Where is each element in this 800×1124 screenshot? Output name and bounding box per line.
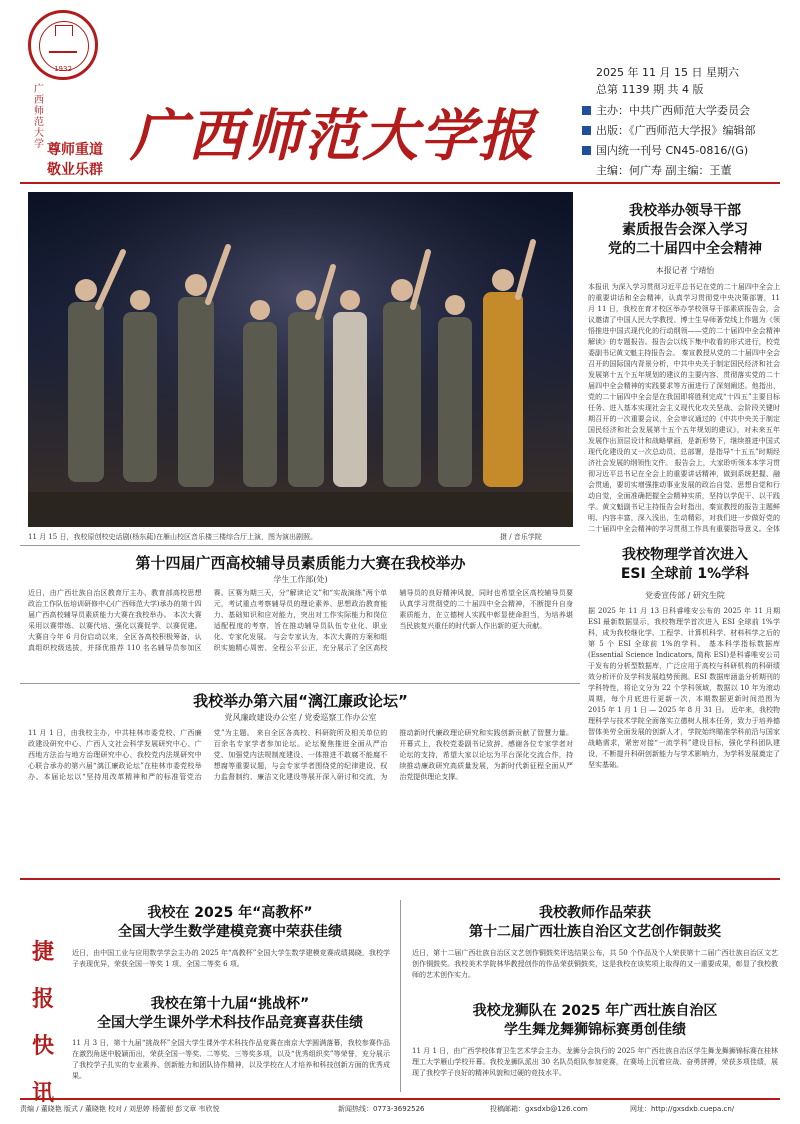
divider [20,683,580,684]
article-headline: 我校龙狮队在 2025 年广西壮族自治区 学生舞龙舞狮锦标赛勇创佳绩 [472,1003,718,1038]
newspaper-title: 广西师范大学报 [130,103,536,169]
article-body: 11 月 1 日，由我校主办，中共桂林市委党校、广西廉政建设研究中心、广西人文社会科学发展研究中心、广西地方法治与地方治理研究中心、我校党内法规研究中心联合承办的第六届“漓江廉政论坛”在桂林市委党校举办。本届论坛以“坚持用改革精神和严的标准管党治党”为主题。 来自全区各高校、科研院所及相关单位的百余名专家学者参加论坛。论坛聚焦推进全面从严治党、加强党内法规制度建设、一体推进不敢腐不能腐不想腐等重要议题，与会专家学者围绕党的纪律建设、权力监督制约、廉洁文化建设等展开深入研讨和交流，为推动新时代廉政理论研究和实践创新贡献了智慧力量。 开幕式上，我校党委副书记致辞，感谢各位专家学者对论坛的支持，希望大家以论坛为平台深化交流合作，持续推动廉政研究高质量发展，为新时代新征程全面从严治党提供理论支撑。 [28,729,573,781]
square-bullet-icon [582,146,591,155]
article-byline: 党风廉政建设办公室 / 党委巡察工作办公室 [224,713,377,722]
issue-number: 总第 1139 期 共 4 版 [596,83,704,96]
footer-url: 网址：http://gxsdxb.cuepa.cn/ [630,1105,735,1113]
section-rule [20,878,780,880]
article-body: 近日，第十二届广西壮族自治区文艺创作铜鼓奖评选结果公布，共 50 个作品及个人荣获第十二届广西壮族自治区文艺创作铜鼓奖。我校美术学院林华教授创作的作品荣获铜鼓奖，这是我校在该奖项上取得的又一重要成果，彰显了我校教师的艺术创作实力。 [412,949,778,979]
article-headline: 我校举办第六届“漓江廉政论坛” [193,692,408,710]
page-footer [20,1098,780,1118]
seal-year: 1932 [54,65,72,73]
article-byline: 本报记者 宁靖怡 [655,266,715,275]
article-body: 近日，由广西壮族自治区教育厅主办、教育部高校思想政治工作队伍培训研修中心(广西师范大学)承办的第十四届广西高校辅导员素质能力大赛在我校举办。 本次大赛采用以赛带练、以赛代培、强化以赛促学、以赛促建。大赛自今年 6 月份启动以来，全区各高校积极筹备，认真组织校级选拔，并择优推荐 110 名名辅导员参加区赛。区赛为期三天，分“解读论文”和“实战演练”两个单元，考试重点考察辅导员的理论素养、思想政治教育能力、基础知识和应对能力，突出对工作实际能力和岗位适配程度的考察，旨在推动辅导员队伍专业化、职业化、专家化发展。 与会专家认为，本次大赛的方案和组织实施精心周密、全程公平公正，充分展示了全区高校辅导员的良好精神风貌，同时也希望全区高校辅导员要认真学习贯彻党的二十届四中全会精神，不断提升自身素质能力，在立德树人实践中彰显使命担当，为培养堪当民族复兴重任的时代新人作出新的更大贡献。 [28,589,573,652]
editors-row: 主编：何广寿 副主编：王董 [596,164,732,177]
footer-phone: 新闻热线：0773-3692526 [338,1105,425,1113]
publisher-row: 出版：《广西师范大学报》编辑部 [582,122,756,138]
footer-email: 投稿邮箱：gxsdxb@126.com [490,1105,588,1113]
flash-news-label: 捷 报 快 讯 [31,939,54,1106]
school-motto: 尊师重道 敬业乐群 [47,142,103,178]
article-headline: 我校物理学首次进入 ESI 全球前 1%学科 [620,547,750,582]
article-byline: 学生工作部(处) [273,575,328,584]
article-body: 11 月 1 日，由广西学校体育卫生艺术学会主办，龙狮分会执行的 2025 年广西壮族自治区学生舞龙舞狮锦标赛在桂林理工大学雁山学校开幕。我校龙狮队派出 30 名队员组队参加竞赛，在赛场上沉着应战、奋勇拼搏，荣获多项佳绩，展现了我校学子良好的精神风貌和过硬的竞技水平。 [412,1047,778,1077]
footer-editors: 责编 / 董晓艳 版式 / 董晓艳 校对 / 刘思婷 杨蕾昶 彭文章 韦欣悦 [20,1105,220,1113]
article-byline: 党委宣传部 / 研究生院 [645,591,725,600]
masthead-rule [20,182,780,184]
article-headline: 我校举办领导干部 素质报告会深入学习 党的二十届四中全会精神 [608,203,762,257]
photo-caption: 11 月 15 日，我校原创校史话剧(杨东蒓)在雁山校区音乐楼三楼综合厅上演，图为演出剧照。 [28,533,317,541]
article-body: 11 月 3 日，第十九届“挑战杯”全国大学生课外学术科技作品竞赛在南京大学圆满落幕，我校参赛作品在激烈角逐中脱颖而出，荣获全国一等奖、二等奖、三等奖多项，以及“优秀组织奖”等荣誉，充分展示了我校学子扎实的专业素养、创新能力和团队协作精神，以及学校在人才培养和科技创新方面的优秀成果。 [72,1039,390,1080]
play-photo [28,192,573,527]
publisher-row: 主办：中共广西师范大学委员会 [582,102,750,118]
article-headline: 第十四届广西高校辅导员素质能力大赛在我校举办 [135,554,466,572]
article-headline: 我校教师作品荣获 第十二届广西壮族自治区文艺创作铜鼓奖 [469,905,721,940]
article-body: 本报讯 为深入学习贯彻习近平总书记在党的二十届四中全会上的重要讲话和全会精神，认真学习贯彻党中央决策部署，11 月 11 日，我校在育才校区举办学校领导干部素质报告会，会议邀请了中国人民大学教授、博士生导师著党线上作题为《领悟推进中国式现代化的行动纲领——党的二十届四中全会精神解读》的专题报告。报告会以线下集中收看的形式进行，校党委副书记黄文魁主持报告会。 秦宣教授从党的二十届四中全会召开的国际国内背景分析，中共中央关于制定国民经济和社会发展第十五个五年规划的建议的主要内容、贯彻落实党的二十届四中全会精神的实践要求等方面进行了深刻阐述。他指出，党的二十届四中全会是在我国即将胜利完成“十四五”主要目标任务、进入基本实现社会主义现代化攻关坚战、会阶段关键时期召开的一次重要会议，全会审议通过的《中共中央关于制定国民经济和社会发展第十五个五年规划的建议》，对未来五年发展作出顶层设计和战略擘画，是新形势下，继续推进中国式现代化建设的又一次总动员、总部署，是指导“十五五”时期经济社会发展的纲领性文件。 报告会上，大家聆听领本本学习贯彻习近平总书记在全会上的重要讲话精神，做到系统把握、融会贯通，要切实增强推动事业发展的政治自觉、思想自觉和行动自觉，全面准确把握全会精神实质，坚持以学促干、以干践学。黄文魁副书记主持报告会时指出，秦宣教授的报告主题鲜明、内容丰富，深入浅出，生动精彩，对我们进一步做好党的二十届四中全会精神的学习贯彻工作具有重要指导意义。全体 [588,283,780,532]
university-seal [28,10,98,80]
vertical-university-name: 广西师范大学 [34,84,45,150]
column-divider [400,900,401,1092]
issue-date: 2025 年 11 月 15 日 星期六 [596,66,739,79]
article-headline: 我校在 2025 年“高教杯” 全国大学生数学建模竞赛中荣获佳绩 [118,905,342,940]
divider [20,545,580,546]
square-bullet-icon [582,106,591,115]
article-body: 据 2025 年 11 月 13 日科睿唯安公布的 2025 年 11 月期 ESI 最新数据显示，我校物理学首次进入 ESI 全球前 1%学科，成为我校继化学、工程学、计算机科学、材料科学之后的第 5 个 ESI 全球前 1%的学科。 基本科学指标数据库(Essential Science Indicators, 简称 ESI)是科睿唯安公司于发布的分析型数据库，广泛应用于高校与科研机构的科研绩效分析评价及学科发展趋势预测。ESI 数据库涵盖分析期刊的学科特性，将论文分为 22 个学科领域，数据以 10 年为滚动周期，每个月底进行更新一次，本期数据更新时间范围为 2015 年 1 月 1 日 — 2025 年 8 月 31 日。 近年来，我校物理科学与技术学院全面落实立德树人根本任务，致力于培养德智体美劳全面发展的创新人才，学院始终瞄准学科前沿与国家战略需求，紧密对接“一流学科”建设目标，强化学科团队建设，不断提升科研创新能力与学术影响力，为学科发展奠定了坚实基础。 [588,607,780,769]
building-icon [49,33,77,53]
stage-illustration [28,192,573,527]
article-body: 近日，由中国工业与应用数学学会主办的 2025 年“高教杯”全国大学生数学建模竞赛成绩揭晓，我校学子表现优异，荣获全国一等奖 1 项、全国二等奖 6 项。 [72,949,390,968]
publisher-row: 国内统一刊号 CN45-0816/(G) [582,142,748,158]
photo-credit: 摄 / 音乐学院 [500,533,542,541]
square-bullet-icon [582,126,591,135]
article-headline: 我校在第十九届“挑战杯” 全国大学生课外学术科技作品竞赛喜获佳绩 [97,996,363,1031]
